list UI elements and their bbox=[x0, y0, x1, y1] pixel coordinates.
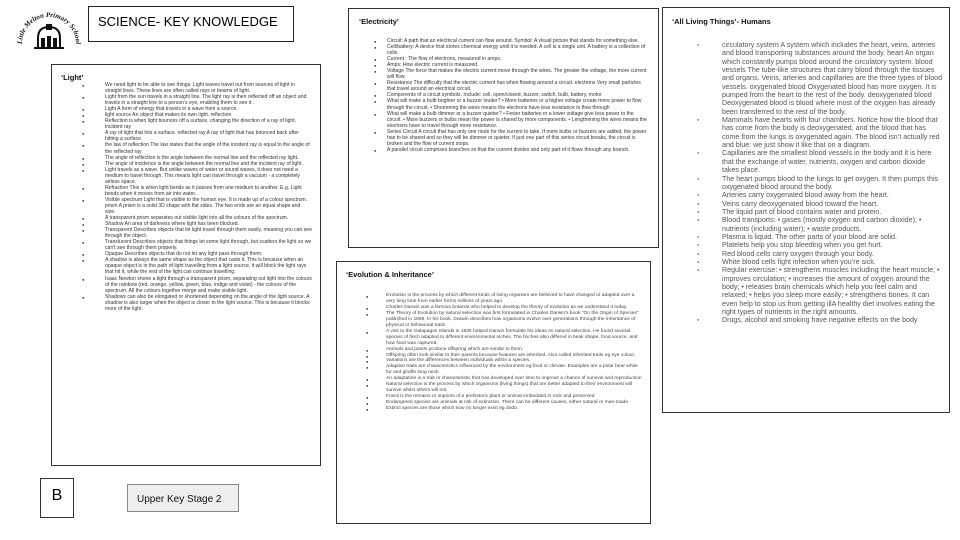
evolution-item: ● Offspring often look similar to their parents because features are inherited. Also called inherited traits eg eye colour. bbox=[386, 353, 642, 359]
light-list bbox=[61, 82, 312, 312]
living-things-item: ● Platelets help you stop bleeding when you get hurt. bbox=[722, 241, 943, 249]
living-things-item: ● Red blood cells carry oxygen through your body. bbox=[722, 250, 943, 258]
light-item: ● Shadows can also be elongated or shortened depending on the angle of the light source. A shadow is also larger when the object is closer to the light source. This is because it blocks more of the light. bbox=[105, 294, 312, 312]
light-item: ● We need light to be able to see things. Light waves travel out from sources of light in straight lines. These lines are often called rays or beams of light. bbox=[105, 82, 312, 94]
living-things-item: ● Regular exercise: • strengthens muscles including the heart muscle; • improves circulation; • increases the amount of oxygen around the body; • releases brain chemicals which help you feel calm and relaxed; • helps you sleep more easily; • strengthens bones. It can even help to stop us from getting illA healthy diet involves eating the right types of nutrients in the right amounts. bbox=[722, 266, 943, 316]
light-heading: ‘Light’ bbox=[61, 73, 84, 82]
light-item: ● Light A form of energy that travels in a wave from a source. bbox=[105, 106, 312, 112]
evolution-heading: ‘Evolution & Inheritance’ bbox=[346, 270, 434, 279]
light-item: ● the law of reflection The law states that the angle of the incident ray is equal to the angle of the reflected ray bbox=[105, 142, 312, 154]
light-item: ● Light travels as a wave. But unlike waves of water or sound waves, it does not need a medium to travel through. This means light can travel through a vacuum - a completely airless space. bbox=[105, 167, 312, 185]
electricity-item: ● Cell/battery: A device that stores chemical energy until it is needed. A cell is a single unit. A battery is a collection of cells. bbox=[387, 44, 648, 56]
light-item: ● A ray of light that hits a surface. reflected ray A ray of light that has bounced back after hitting a surface. bbox=[105, 130, 312, 142]
level-badge: B bbox=[40, 478, 74, 518]
light-item: ● light source An object that makes its own light. reflection bbox=[105, 112, 312, 118]
electricity-panel bbox=[348, 8, 659, 248]
evolution-item: ● Extinct species are those which now no longer exist eg dodo. bbox=[386, 406, 642, 412]
evolution-item: ● Charles Darwin was a famous botanist who helped to develop the theory of evolution as we understand it today. bbox=[386, 305, 642, 311]
light-item: ● Shadow An area of darkness where light has been blocked. bbox=[105, 221, 312, 227]
living-things-item: ● The heart pumps blood to the lungs to get oxygen. It then pumps this oxygenated blood around the body. bbox=[722, 175, 943, 192]
living-things-item: ● Blood transports: • gases (mostly oxygen and carbon dioxide); • nutrients (including water); • waste products. bbox=[722, 216, 943, 233]
light-item: ● Refraction This is when light bends as it passes from one medium to another. E.g. Light bends when it moves from air into water. bbox=[105, 185, 312, 197]
light-item: ● The angle of incidence is the angle between the normal line and the incident ray of light. bbox=[105, 161, 312, 167]
light-item: ● A transparent prism separates out visible light into all the colours of the spectrum. bbox=[105, 215, 312, 221]
electricity-item: ● Resistance The difficulty that the electric current has when flowing around a circuit. electrons Very small particles that travel around an electrical circuit. bbox=[387, 80, 648, 92]
light-item: ● Reflection is when light bounces off a surface, changing the direction of a ray of light. incident ray bbox=[105, 118, 312, 130]
electricity-item: ● Current : The flow of electrons, measured in amps. bbox=[387, 56, 648, 62]
evolution-panel bbox=[336, 261, 651, 524]
living-things-item: ● White blood cells fight infection when you’re sick. bbox=[722, 258, 943, 266]
living-things-item: ● The liquid part of blood contains water and protein. bbox=[722, 208, 943, 216]
light-item: ● Opaque Describes objects that do not let any light pass through them. bbox=[105, 251, 312, 257]
light-item: ● Transparent Describes objects that let light travel through them easily, meaning you can see through the object. bbox=[105, 227, 312, 239]
living-things-item: ● circulatory system A system which includes the heart, veins, arteries and blood transporting substances around the body. heart An organ which constantly pumps blood around the circulatory system. blood vessels The tube-like structures that carry blood through the tissues and organs. Veins, arteries and capillaries are the three types of blood vessels. oxygenated blood Oxygenated blood has more oxygen. It is pumped from the heart to the rest of the body. deoxygenated blood Deoxygenated blood is blood where most of the oxygen has already been transferred to the rest of the body. bbox=[722, 41, 943, 116]
electricity-item: ● What will make a bulb brighter or a buzzer louder? • More batteries or a higher voltage create more power to flow through the circuit. • Shortening the wires means the electrons have less resistance to flow through bbox=[387, 98, 648, 110]
living-things-list bbox=[672, 41, 943, 325]
electricity-list bbox=[359, 38, 648, 153]
electricity-item: ● A parallel circuit comprises branches so that the current divides and only part of it flows through any branch. bbox=[387, 147, 648, 153]
evolution-item: ● An adaptation is a trait or characteristic that has developed over time to improve a chance of survival and reproduction bbox=[386, 376, 642, 382]
logo-text: Little Melton Primary School bbox=[16, 10, 82, 45]
light-item: ● A shadow is always the same shape as the object that casts it. This is because when an opaque object is in the path of light travelling from a light source, it will block the light rays that hit it, while the rest of the light can continue travelling. bbox=[105, 257, 312, 275]
electricity-item: ● Circuit: A path that an electrical current can flow around. Symbol: A visual picture that stands for something else. bbox=[387, 38, 648, 44]
light-panel bbox=[51, 64, 321, 466]
evolution-item: ● Animals and plants produce offspring which are similar to them. bbox=[386, 347, 642, 353]
school-building-icon bbox=[34, 24, 64, 49]
living-things-item: ● Plasma is liquid. The other parts of your blood are solid. bbox=[722, 233, 943, 241]
living-things-item: ● Arteries carry oxygenated blood away from the heart. bbox=[722, 191, 943, 199]
electricity-item: ● What will make a bulb dimmer or a buzzer quieter? • Fewer batteries or a lower voltage give less power to the circuit. • More buzzers or bulbs mean the power is shared by more components. • Lengthening the wires means the electrons have to travel through more resistance. bbox=[387, 111, 648, 129]
electricity-item: ● Series Circuit A circuit that has only one route for the current to take. If more bulbs or buzzers are added, the power has to be shared and so they will be dimmer or quieter. If just one part of this series circuit breaks, the circuit is broken and the flow of current stops. bbox=[387, 129, 648, 147]
evolution-item: ● A visit to the Galapagos Islands in 1835 helped Darwin formulate his ideas on natural selection. He found several species of finch adapted to different environmental niches. The finches also differed in beak shape, food source, and how food was captured. bbox=[386, 329, 642, 347]
living-things-item: ● Capillaries are the smallest blood vessels in the body and it is here that the exchange of water, nutrients, oxygen and carbon dioxide takes place. bbox=[722, 149, 943, 174]
evolution-item: ● The Theory of Evolution by natural selection was first formulated in Charles Darwin's book "On the Origin of Species" published in 1859. In his book, Darwin describes how organisms evolve over generations through the inheritance of physical or behavioral traits bbox=[386, 311, 642, 329]
evolution-item: ● Endangered species are animals at risk of extinction. There can be different causes, either natural or man-made. bbox=[386, 400, 642, 406]
living-things-panel bbox=[662, 7, 950, 413]
electricity-heading: ‘Electricity’ bbox=[359, 17, 400, 26]
evolution-item: ● Adaptive traits are characteristics influenced by the environment eg food or climate. Examples are a polar bear white fur and giraffe long neck. bbox=[386, 364, 642, 376]
living-things-item: ● Drugs, alcohol and smoking have negative effects on the body bbox=[722, 316, 943, 324]
school-logo bbox=[16, 10, 82, 52]
electricity-item: ● Voltage The force that makes the electric current move through the wires. The greater the voltage, the more current will flow. bbox=[387, 68, 648, 80]
light-item: ● Translucent Describes objects that things let some light through, but scatters the light so we can't see through them properly. bbox=[105, 239, 312, 251]
evolution-item: ● Variations are the differences between individuals within a species. bbox=[386, 358, 642, 364]
evolution-item: ● Evolution is the process by which different kinds of living organism are believed to have changed or adapted over a very long time from earlier forms millions of years ago. bbox=[386, 293, 642, 305]
evolution-list bbox=[346, 293, 642, 412]
living-things-item: ● Mammals have hearts with four chambers. Notice how the blood that has come from the body is deoxygenated, and the blood that has come from the lungs is oxygenated again. The blood isn’t actually red and blue: we just show it like that on a diagram. bbox=[722, 116, 943, 149]
evolution-item: ● Fossil is the remains or imprints of a prehistoric plant or animal embedded in rock and preserved bbox=[386, 394, 642, 400]
light-item: ● The angle of reflection is the angle between the normal line and the reflected ray light. bbox=[105, 155, 312, 161]
evolution-item: ● Natural selection is the process by which organisms (living things) that are better adapted to their environment will survive whilst others will not bbox=[386, 382, 642, 394]
light-item: ● Visible spectrum Light that is visible to the human eye. It is made up of a colour spectrum. prism A prism is a solid 3D shape with flat sides. The two ends are an equal shape and size. bbox=[105, 197, 312, 215]
light-item: ● Light from the sun travels in a straight line. The light ray is then reflected off an object and travels in a straight line to a person’s eye, enabling them to see it . bbox=[105, 94, 312, 106]
light-item: ● Isaac Newton shone a light through a transparent prism, separating out light into the colours of the rainbow (red, orange, yellow, green, blue, indigo and violet) - the colours of the spectrum. All the colours together merge and make visible light. bbox=[105, 276, 312, 294]
living-things-item: ● Veins carry deoxygenated blood toward the heart. bbox=[722, 200, 943, 208]
electricity-item: ● Components of a circuit symbols. Include: cell, open/closed, buzzer, switch, bulb, battery, motor bbox=[387, 92, 648, 98]
page-title: SCIENCE- KEY KNOWLEDGE bbox=[88, 6, 294, 42]
key-stage-label: Upper Key Stage 2 bbox=[127, 484, 239, 512]
living-things-heading: ‘All Living Things’- Humans bbox=[672, 17, 771, 26]
electricity-item: ● Amps: How electric current is measured. bbox=[387, 62, 648, 68]
